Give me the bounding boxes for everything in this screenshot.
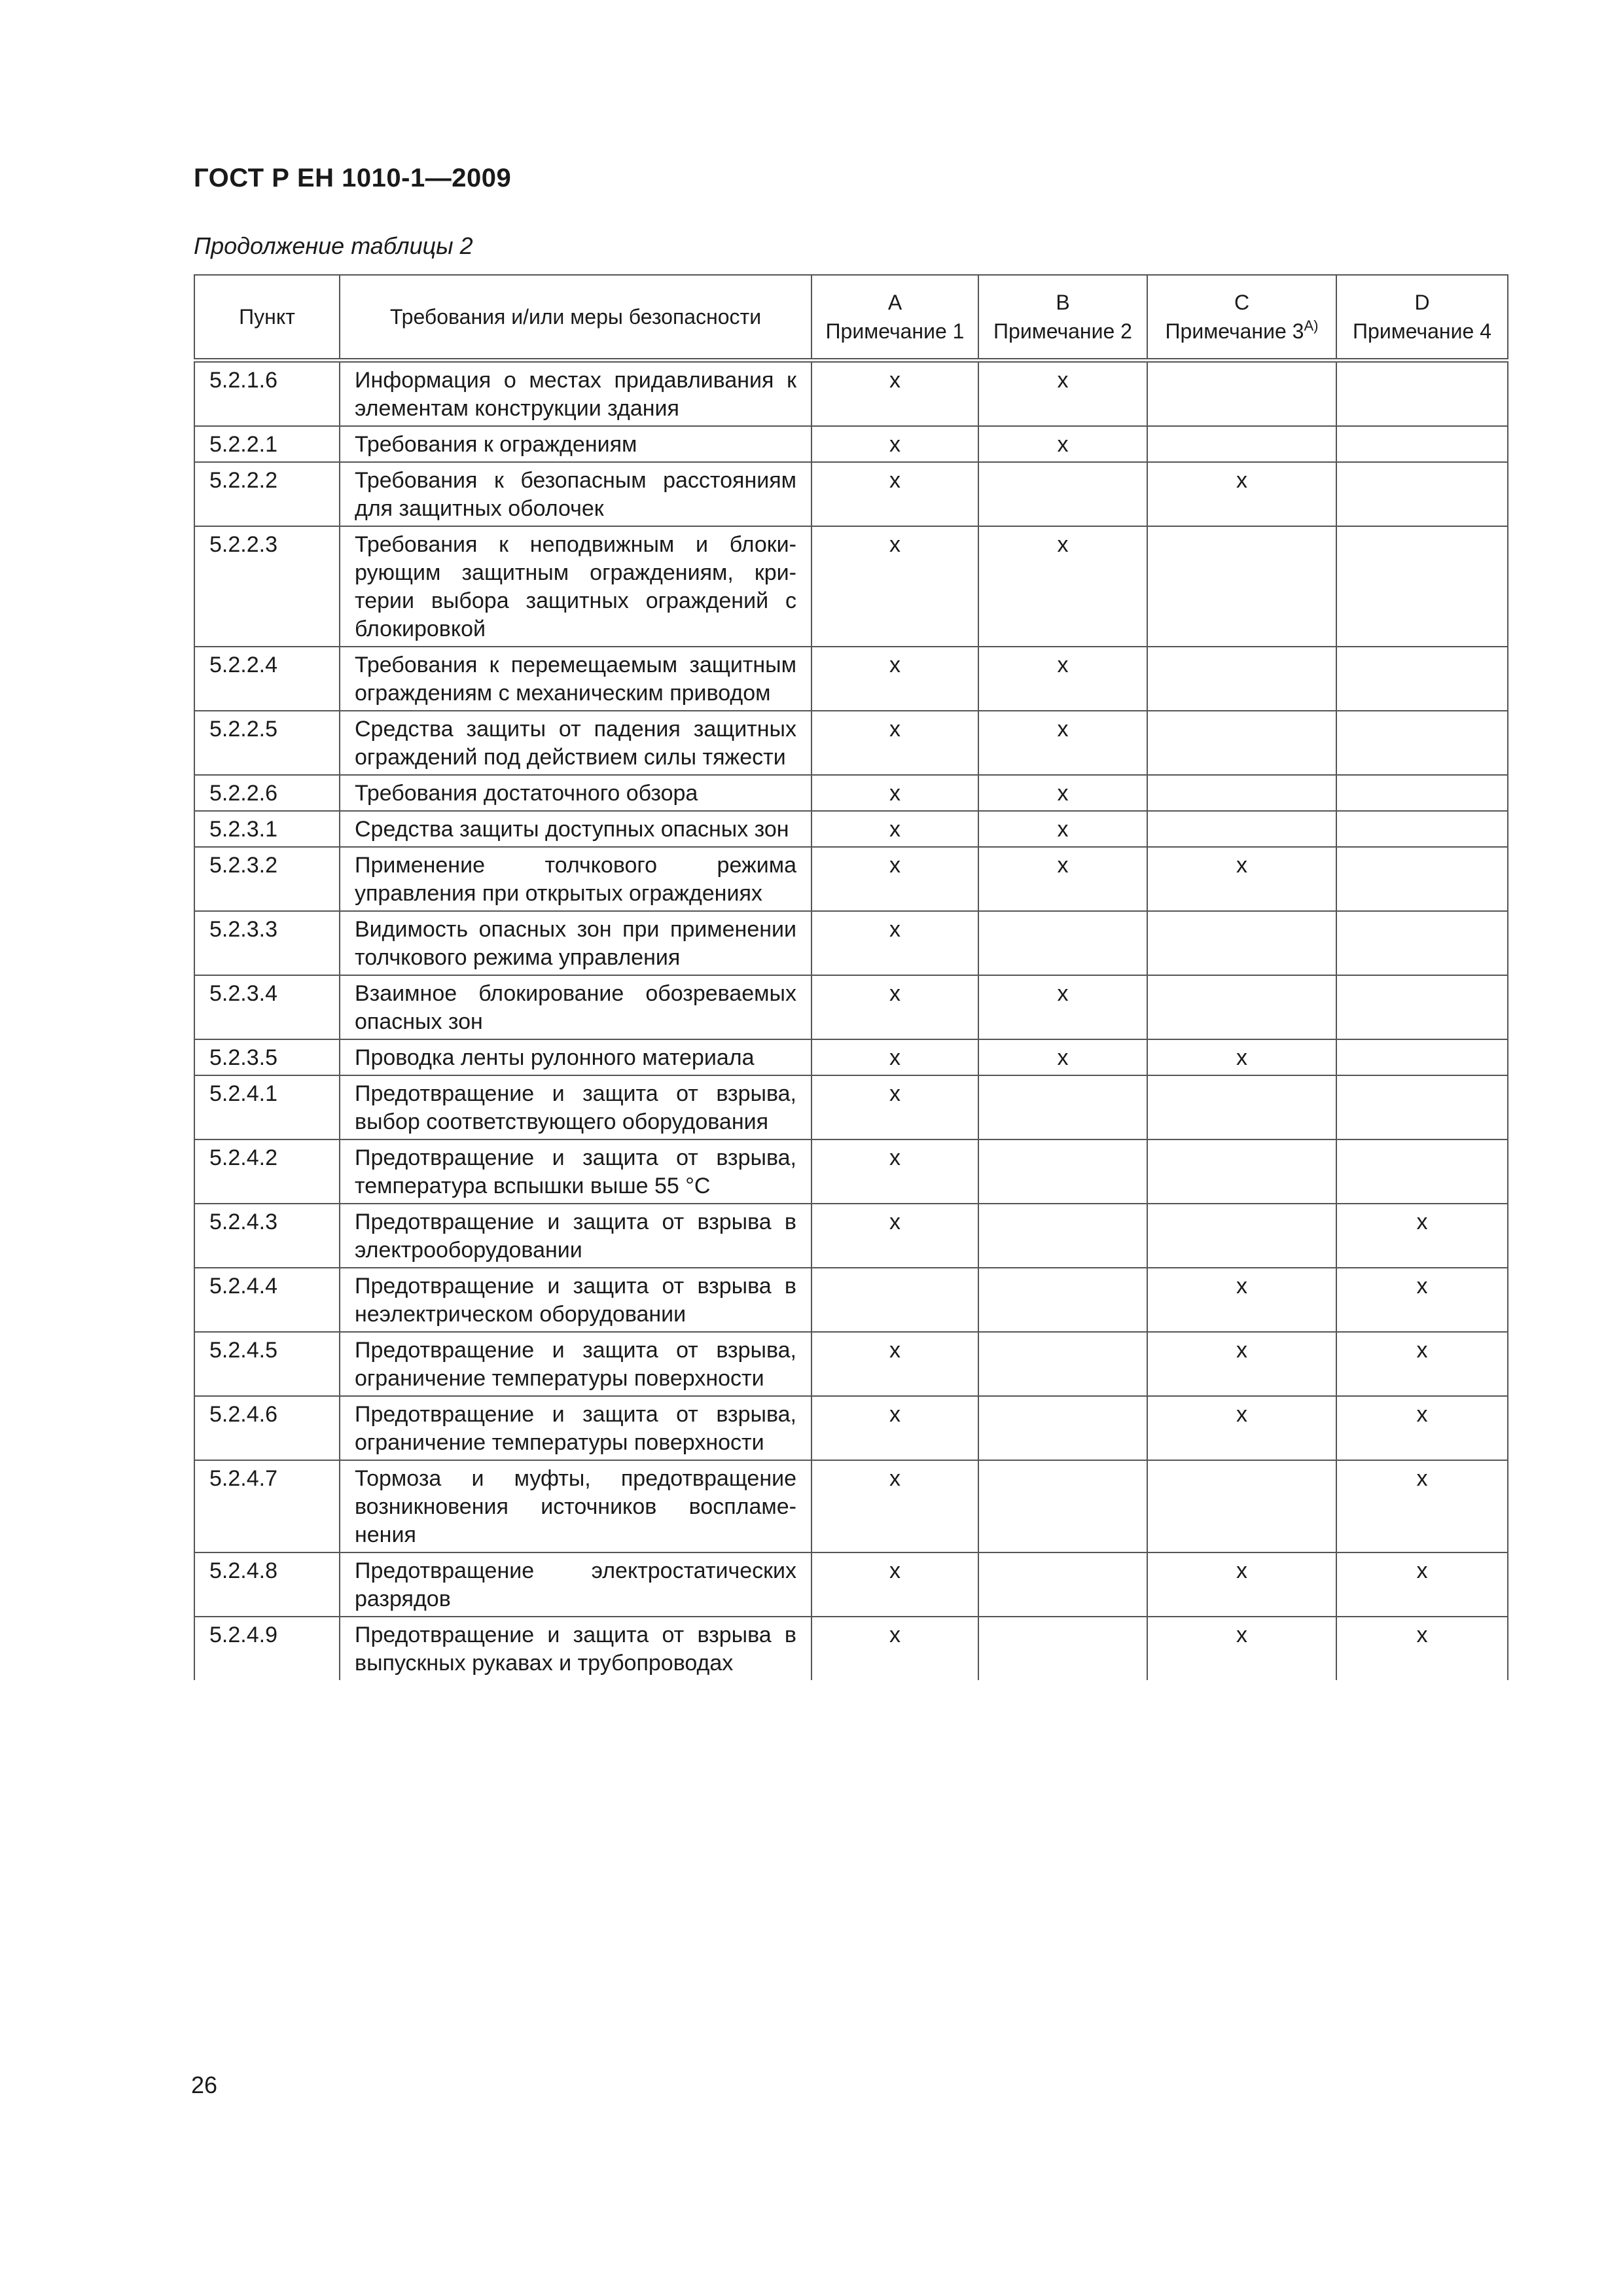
column-d-note: Примечание 4 (1353, 319, 1491, 343)
column-b-letter: B (1056, 291, 1070, 314)
requirement-cell: Предотвращение и защита от взрыва, ограничение температуры поверхности (340, 1332, 812, 1396)
mark-b-cell (978, 1460, 1147, 1552)
table-row (194, 1075, 1508, 1139)
mark-c-cell (1147, 1460, 1336, 1552)
mark-b-cell (978, 1396, 1147, 1460)
requirement-cell: Предотвращение и защита от взрыва в электрооборудовании (340, 1204, 812, 1268)
requirement-cell: Средства защиты доступных опасных зон (340, 811, 812, 847)
mark-c-cell (1147, 647, 1336, 711)
column-header-c (1147, 275, 1336, 361)
mark-b-cell: x (978, 775, 1147, 811)
mark-d-cell (1336, 811, 1508, 847)
column-c-note (1152, 317, 1332, 346)
mark-c-cell: x (1147, 1268, 1336, 1332)
clause-number-cell: 5.2.4.8 (194, 1552, 340, 1617)
requirements-table-container (194, 274, 1507, 1680)
mark-c-cell: x (1147, 1552, 1336, 1617)
mark-b-cell: x (978, 361, 1147, 427)
mark-a-cell: x (812, 647, 978, 711)
mark-c-cell: x (1147, 462, 1336, 526)
mark-a-cell: x (812, 361, 978, 427)
column-header-d (1336, 275, 1508, 361)
mark-d-cell (1336, 775, 1508, 811)
mark-a-cell: x (812, 462, 978, 526)
mark-c-cell: x (1147, 1332, 1336, 1396)
clause-number-cell: 5.2.4.5 (194, 1332, 340, 1396)
mark-c-cell: x (1147, 1039, 1336, 1075)
clause-number-cell: 5.2.3.4 (194, 975, 340, 1039)
mark-b-cell (978, 1268, 1147, 1332)
column-header-clause: Пункт (194, 275, 340, 361)
column-c-footnote-mark: A) (1304, 317, 1319, 334)
table-row (194, 1460, 1508, 1552)
mark-c-cell: x (1147, 1617, 1336, 1680)
table-row (194, 711, 1508, 775)
mark-b-cell (978, 1552, 1147, 1617)
requirement-cell: Требования к безопасным расстояниям для защитных оболочек (340, 462, 812, 526)
mark-c-cell (1147, 775, 1336, 811)
clause-number-cell: 5.2.4.9 (194, 1617, 340, 1680)
mark-d-cell: x (1336, 1204, 1508, 1268)
column-c-letter: C (1234, 291, 1250, 314)
mark-d-cell (1336, 361, 1508, 427)
mark-c-cell: x (1147, 1396, 1336, 1460)
mark-c-cell (1147, 361, 1336, 427)
clause-number-cell: 5.2.3.2 (194, 847, 340, 911)
requirement-cell: Видимость опасных зон при применении толчкового режима управления (340, 911, 812, 975)
table-row (194, 1396, 1508, 1460)
mark-d-cell: x (1336, 1268, 1508, 1332)
requirement-cell: Проводка ленты рулонного материала (340, 1039, 812, 1075)
mark-d-cell (1336, 647, 1508, 711)
requirement-cell: Взаимное блокирование обозреваемых опасных зон (340, 975, 812, 1039)
table-row (194, 847, 1508, 911)
mark-a-cell: x (812, 775, 978, 811)
table-row (194, 975, 1508, 1039)
mark-b-cell (978, 1139, 1147, 1204)
mark-b-cell: x (978, 811, 1147, 847)
table-row (194, 775, 1508, 811)
clause-number-cell: 5.2.2.3 (194, 526, 340, 647)
mark-a-cell: x (812, 1460, 978, 1552)
mark-c-cell (1147, 811, 1336, 847)
requirement-cell: Предотвращение и защита от взрыва, температура вспышки выше 55 °С (340, 1139, 812, 1204)
mark-b-cell (978, 911, 1147, 975)
requirement-cell: Требования к ограждениям (340, 426, 812, 462)
table-row (194, 1268, 1508, 1332)
mark-b-cell (978, 1617, 1147, 1680)
table-row (194, 911, 1508, 975)
table-row (194, 361, 1508, 427)
mark-b-cell: x (978, 1039, 1147, 1075)
clause-number-cell: 5.2.4.4 (194, 1268, 340, 1332)
table-row (194, 426, 1508, 462)
mark-b-cell: x (978, 975, 1147, 1039)
mark-a-cell: x (812, 1075, 978, 1139)
mark-b-cell: x (978, 526, 1147, 647)
table-row (194, 1204, 1508, 1268)
clause-number-cell: 5.2.4.2 (194, 1139, 340, 1204)
mark-d-cell: x (1336, 1332, 1508, 1396)
column-a-letter: A (887, 291, 902, 314)
requirement-cell: Требования достаточного обзора (340, 775, 812, 811)
mark-d-cell (1336, 911, 1508, 975)
mark-d-cell (1336, 1039, 1508, 1075)
column-a-note: Примечание 1 (825, 319, 965, 343)
mark-d-cell (1336, 711, 1508, 775)
mark-a-cell: x (812, 1396, 978, 1460)
mark-a-cell: x (812, 847, 978, 911)
clause-number-cell: 5.2.3.1 (194, 811, 340, 847)
mark-a-cell: x (812, 1204, 978, 1268)
table-row (194, 526, 1508, 647)
clause-number-cell: 5.2.2.4 (194, 647, 340, 711)
clause-number-cell: 5.2.4.1 (194, 1075, 340, 1139)
mark-a-cell: x (812, 1332, 978, 1396)
table-row (194, 1617, 1508, 1680)
table-row (194, 1139, 1508, 1204)
mark-b-cell: x (978, 647, 1147, 711)
clause-number-cell: 5.2.2.6 (194, 775, 340, 811)
table-row (194, 462, 1508, 526)
mark-b-cell: x (978, 847, 1147, 911)
requirements-table (194, 274, 1508, 1680)
requirement-cell: Требования к неподвижным и блокирующим защитным ограждениям, критерии выбора защитных ограждений с блокировкой (340, 526, 812, 647)
mark-d-cell (1336, 1139, 1508, 1204)
requirement-cell: Применение толчкового режима управления при открытых ограждениях (340, 847, 812, 911)
mark-c-cell (1147, 911, 1336, 975)
requirement-cell: Предотвращение и защита от взрыва, выбор соответствующего оборудования (340, 1075, 812, 1139)
mark-b-cell (978, 1204, 1147, 1268)
mark-d-cell (1336, 975, 1508, 1039)
column-c-note-text: Примечание 3 (1165, 319, 1304, 343)
requirement-cell: Требования к перемещаемым защитным ограждениям с механическим приводом (340, 647, 812, 711)
mark-d-cell: x (1336, 1460, 1508, 1552)
requirement-cell: Предотвращение электростатических разрядов (340, 1552, 812, 1617)
mark-a-cell: x (812, 811, 978, 847)
clause-number-cell: 5.2.4.6 (194, 1396, 340, 1460)
clause-number-cell: 5.2.3.5 (194, 1039, 340, 1075)
mark-b-cell: x (978, 426, 1147, 462)
mark-a-cell: x (812, 426, 978, 462)
mark-d-cell (1336, 847, 1508, 911)
table-row (194, 1039, 1508, 1075)
mark-d-cell: x (1336, 1617, 1508, 1680)
column-b-note: Примечание 2 (993, 319, 1132, 343)
requirement-cell: Предотвращение и защита от взрыва в выпускных рукавах и трубопроводах (340, 1617, 812, 1680)
mark-d-cell (1336, 1075, 1508, 1139)
mark-b-cell (978, 462, 1147, 526)
requirement-cell: Тормоза и муфты, предотвращение возникновения источников воспламенения (340, 1460, 812, 1552)
mark-a-cell: x (812, 975, 978, 1039)
table-caption: Продолжение таблицы 2 (194, 232, 473, 259)
mark-d-cell (1336, 426, 1508, 462)
mark-c-cell (1147, 1075, 1336, 1139)
clause-number-cell: 5.2.3.3 (194, 911, 340, 975)
column-header-a (812, 275, 978, 361)
table-row (194, 811, 1508, 847)
column-header-b (978, 275, 1147, 361)
column-d-letter: D (1414, 291, 1430, 314)
table-row (194, 647, 1508, 711)
clause-number-cell: 5.2.2.2 (194, 462, 340, 526)
mark-c-cell (1147, 526, 1336, 647)
mark-c-cell (1147, 711, 1336, 775)
requirement-cell: Предотвращение и защита от взрыва, ограничение температуры поверхности (340, 1396, 812, 1460)
clause-number-cell: 5.2.1.6 (194, 361, 340, 427)
requirement-cell: Информация о местах придавливания к элементам конструкции здания (340, 361, 812, 427)
table-body (194, 361, 1508, 1681)
mark-d-cell (1336, 462, 1508, 526)
mark-b-cell: x (978, 711, 1147, 775)
mark-b-cell (978, 1332, 1147, 1396)
mark-d-cell (1336, 526, 1508, 647)
requirement-cell: Средства защиты от падения защитных ограждений под действием силы тяжести (340, 711, 812, 775)
requirement-cell: Предотвращение и защита от взрыва в неэлектрическом оборудовании (340, 1268, 812, 1332)
clause-number-cell: 5.2.2.5 (194, 711, 340, 775)
mark-c-cell (1147, 975, 1336, 1039)
page-number: 26 (191, 2072, 218, 2098)
mark-a-cell (812, 1268, 978, 1332)
mark-c-cell (1147, 426, 1336, 462)
clause-number-cell: 5.2.4.3 (194, 1204, 340, 1268)
mark-a-cell: x (812, 711, 978, 775)
clause-number-cell: 5.2.2.1 (194, 426, 340, 462)
clause-number-cell: 5.2.4.7 (194, 1460, 340, 1552)
mark-d-cell: x (1336, 1396, 1508, 1460)
mark-c-cell (1147, 1139, 1336, 1204)
column-header-requirements: Требования и/или меры безопасности (340, 275, 812, 361)
mark-a-cell: x (812, 526, 978, 647)
mark-a-cell: x (812, 1617, 978, 1680)
mark-d-cell: x (1336, 1552, 1508, 1617)
mark-c-cell (1147, 1204, 1336, 1268)
mark-a-cell: x (812, 1552, 978, 1617)
mark-b-cell (978, 1075, 1147, 1139)
mark-a-cell: x (812, 1039, 978, 1075)
table-row (194, 1552, 1508, 1617)
document-header: ГОСТ Р ЕН 1010-1—2009 (194, 164, 512, 192)
mark-c-cell: x (1147, 847, 1336, 911)
table-row (194, 1332, 1508, 1396)
mark-a-cell: x (812, 1139, 978, 1204)
table-header-row (194, 275, 1508, 361)
mark-a-cell: x (812, 911, 978, 975)
